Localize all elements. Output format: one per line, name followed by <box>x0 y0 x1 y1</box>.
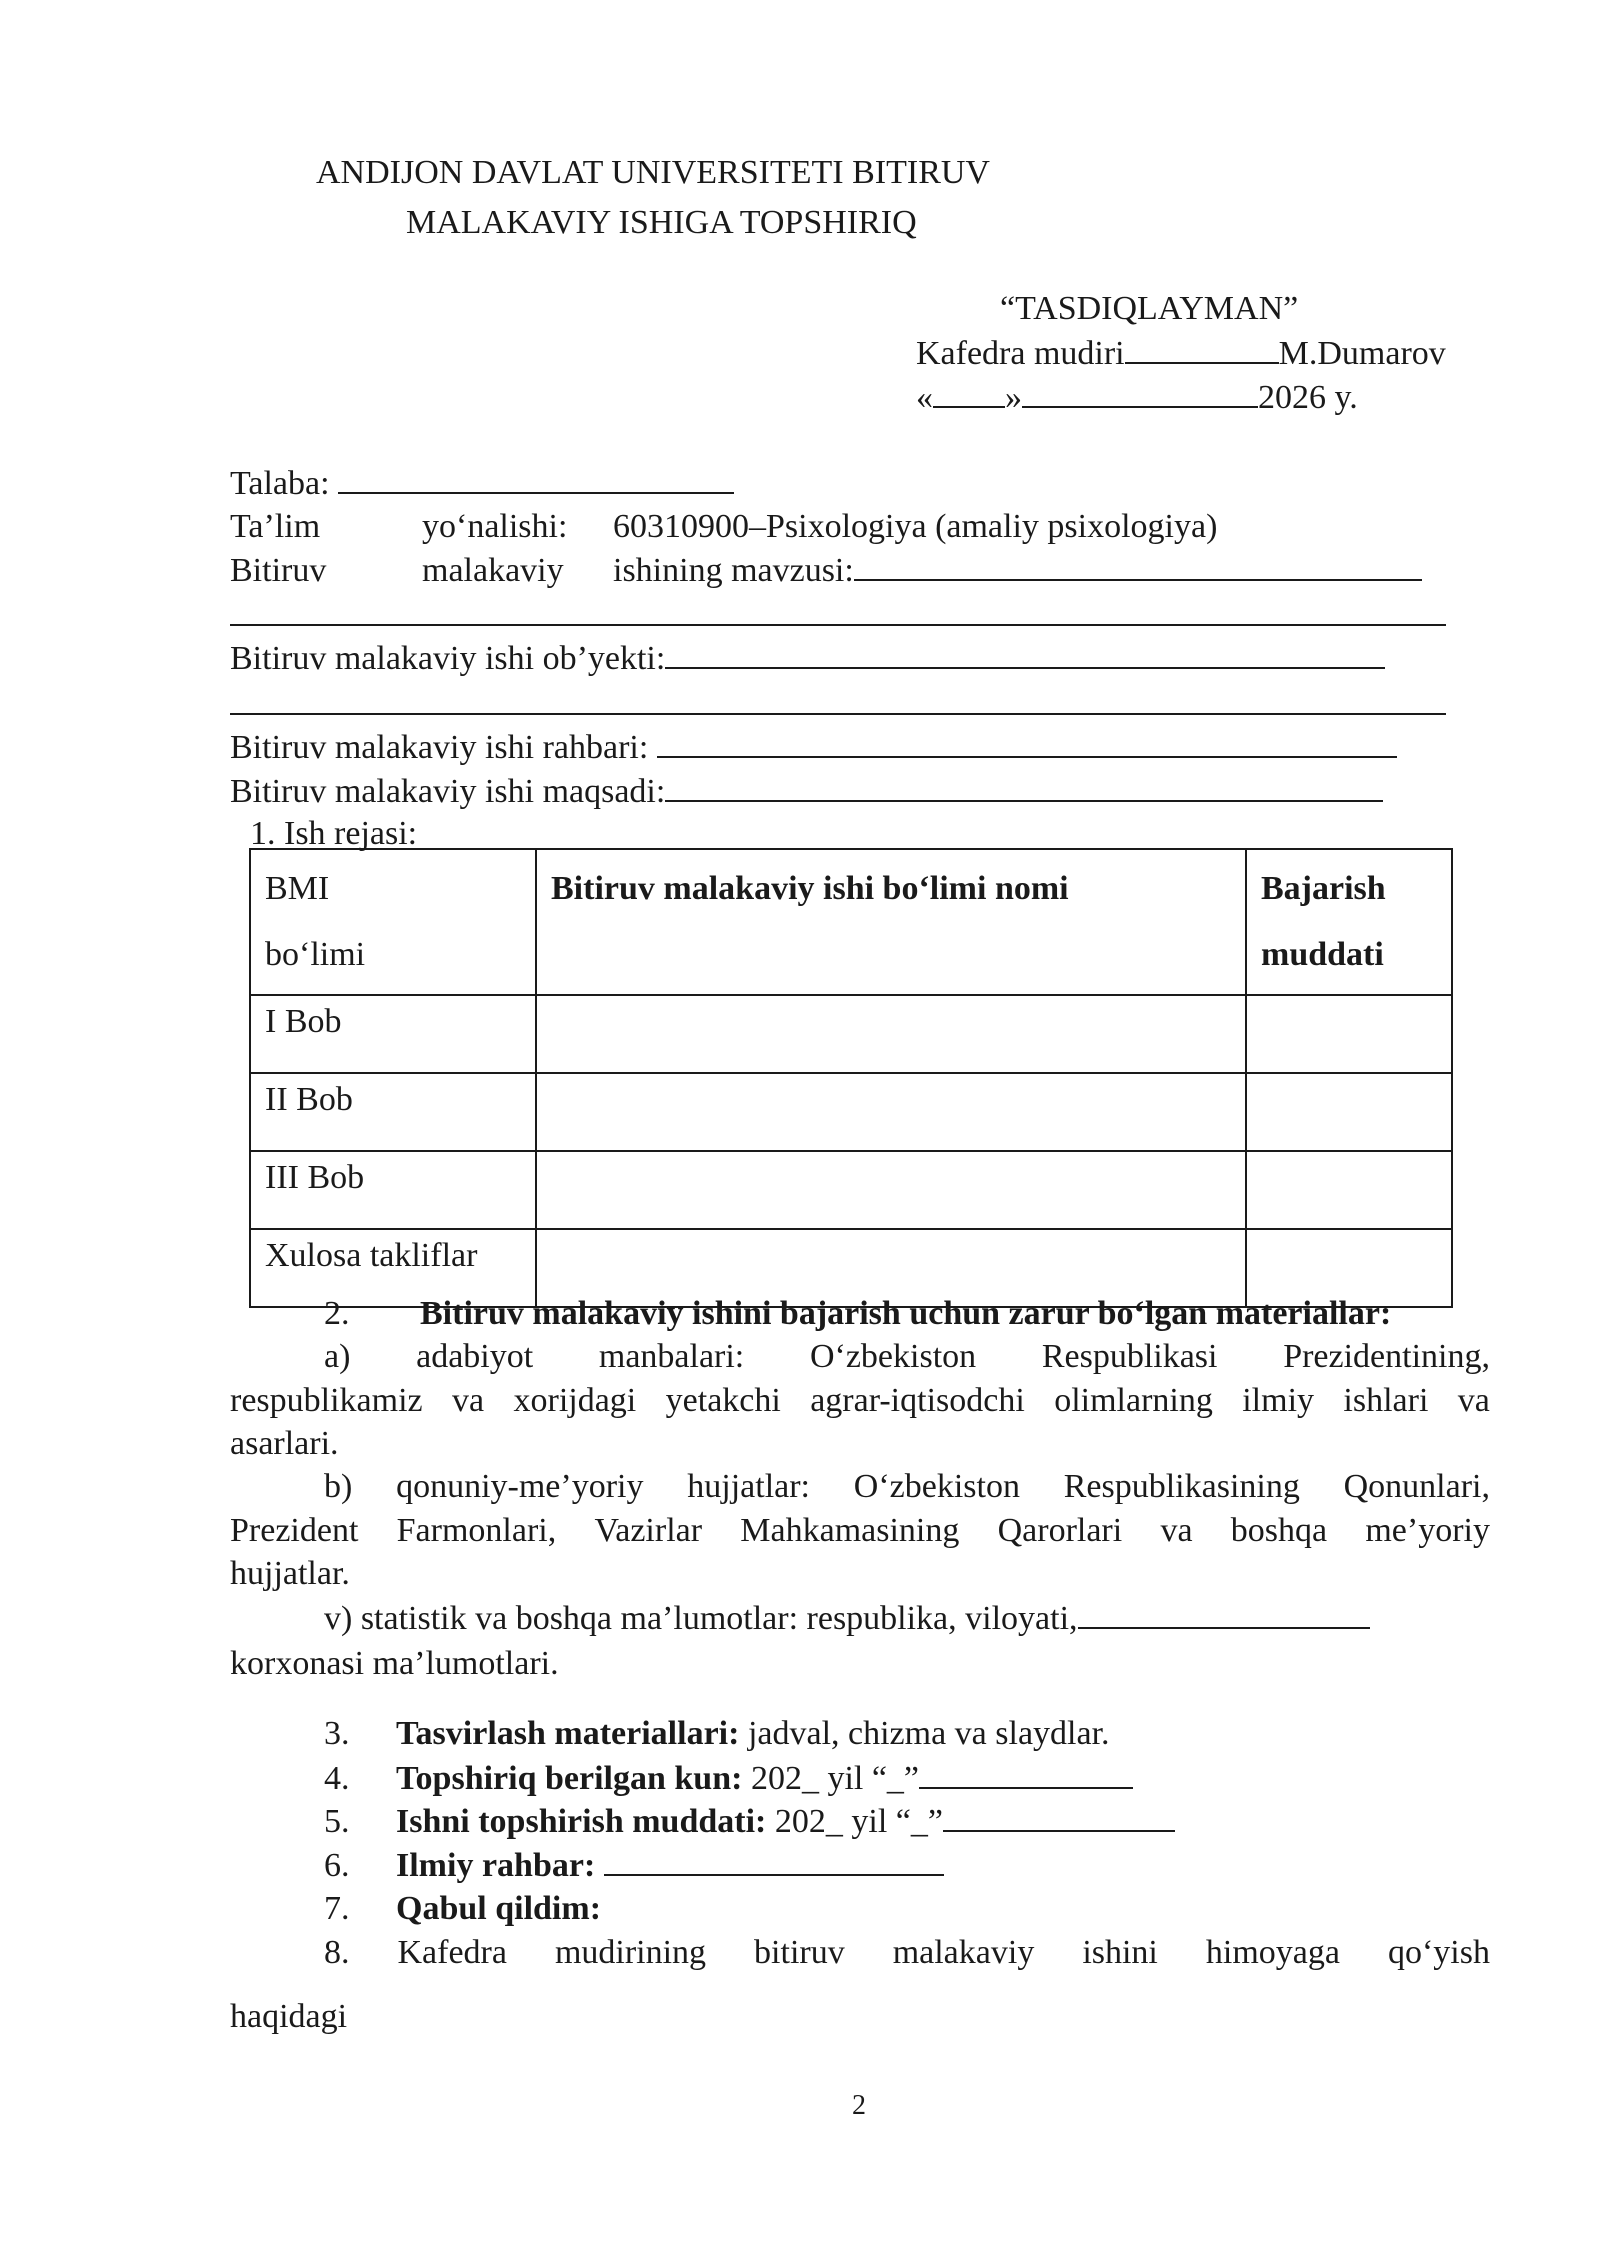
plan-col-header-deadline <box>1246 849 1452 995</box>
object-label: Bitiruv malakaviy ishi ob’yekti: <box>230 640 666 677</box>
item-num: 3. <box>324 1715 350 1752</box>
date-open-quote: « <box>916 379 933 416</box>
word: va <box>452 1382 485 1419</box>
word: yetakchi <box>665 1382 781 1419</box>
word: Farmonlari, <box>396 1512 557 1549</box>
word: Prezidentining, <box>1283 1338 1490 1375</box>
item-num: 5. <box>324 1803 350 1840</box>
materials-a-line3: asarlari. <box>230 1425 339 1462</box>
row-section-cell: Xulosa takliflar <box>250 1229 536 1307</box>
word: qonuniy-me’yoriy <box>396 1468 644 1505</box>
materials-v-line2: korxonasi ma’lumotlari. <box>230 1645 559 1682</box>
plan-col-header-name <box>536 849 1246 995</box>
word: qo‘yish <box>1387 1934 1490 1971</box>
word: ilmiy <box>1242 1382 1315 1419</box>
supervisor-name-blank <box>604 1848 944 1876</box>
approval-title: “TASDIQLAYMAN” <box>1000 290 1299 327</box>
word: Vazirlar <box>594 1512 703 1549</box>
day-blank <box>933 380 1005 408</box>
item-8-line2: haqidagi <box>230 1998 348 2035</box>
word: xorijdagi <box>513 1382 637 1419</box>
item-label: Qabul qildim: <box>396 1890 602 1927</box>
topic-word1: Bitiruv <box>230 552 327 589</box>
head-label: Kafedra mudiri <box>916 335 1125 372</box>
col0-line2: bo‘limi <box>265 936 366 973</box>
topic-word3: ishining mavzusi: <box>613 552 854 589</box>
materials-b-line1 <box>324 1470 1490 1504</box>
plan-table-header-row <box>250 849 1452 995</box>
document-title-line1: ANDIJON DAVLAT UNIVERSITETI BITIRUV <box>316 154 990 191</box>
word: Respublikasining <box>1063 1468 1300 1505</box>
word: a) <box>324 1338 351 1375</box>
item-4 <box>324 1761 1133 1796</box>
student-field <box>230 466 734 501</box>
topic-blank <box>854 553 1422 581</box>
word: hujjatlar: <box>687 1468 811 1505</box>
signature-line <box>1125 336 1279 364</box>
materials-heading <box>324 1297 1391 1331</box>
word: O‘zbekiston <box>809 1338 977 1375</box>
direction-word2: yo‘nalishi: <box>422 508 568 545</box>
materials-b-line3: hujjatlar. <box>230 1555 350 1592</box>
item-num: 6. <box>324 1847 350 1884</box>
word: malakaviy <box>892 1934 1035 1971</box>
goal-field <box>230 774 1383 809</box>
item-text: 202_ yil “_” <box>742 1760 920 1797</box>
item-6 <box>324 1848 944 1883</box>
materials-a-line2 <box>230 1384 1490 1418</box>
row-name-cell[interactable] <box>536 995 1246 1073</box>
row-section-cell: III Bob <box>250 1151 536 1229</box>
object-field <box>230 641 1385 676</box>
word: boshqa <box>1230 1512 1328 1549</box>
date-close-quote: » <box>1005 379 1022 416</box>
item-label: Ilmiy rahbar: <box>396 1847 596 1884</box>
topic-word2: malakaviy <box>422 552 564 589</box>
document-title-line2: MALAKAVIY ISHIGA TOPSHIRIQ <box>406 204 917 241</box>
topic-blank-line2 <box>230 624 1446 626</box>
approval-head-line <box>916 336 1446 371</box>
supervisor-blank <box>657 730 1397 758</box>
word: adabiyot <box>416 1338 534 1375</box>
col1-header-text: Bitiruv malakaviy ishi bo‘limi nomi <box>551 870 1069 907</box>
table-row <box>250 995 1452 1073</box>
object-blank <box>665 641 1385 669</box>
direction-field <box>230 510 1217 544</box>
word: va <box>1457 1382 1490 1419</box>
col2-line1: Bajarish <box>1261 870 1386 907</box>
topic-field <box>230 553 1422 588</box>
word: Qarorlari <box>997 1512 1123 1549</box>
word: olimlarning <box>1054 1382 1213 1419</box>
item-text: jadval, chizma va slaydlar. <box>739 1715 1110 1752</box>
materials-a-line1 <box>324 1340 1490 1374</box>
item-8-line1 <box>324 1936 1490 1970</box>
goal-label: Bitiruv malakaviy ishi maqsadi: <box>230 773 666 810</box>
word: va <box>1160 1512 1193 1549</box>
item-num: 7. <box>324 1890 350 1927</box>
month-blank <box>1022 380 1258 408</box>
direction-word1: Ta’lim <box>230 508 321 545</box>
word: b) <box>324 1468 353 1505</box>
materials-v-line1 <box>324 1601 1370 1636</box>
student-label: Talaba: <box>230 465 330 502</box>
page-number: 2 <box>852 2090 866 2121</box>
row-deadline-cell[interactable] <box>1246 1073 1452 1151</box>
item-label: Topshiriq berilgan kun: <box>396 1760 743 1797</box>
student-blank <box>338 466 734 494</box>
item-7 <box>324 1892 601 1926</box>
item-5 <box>324 1804 1175 1839</box>
word: Prezident <box>230 1512 359 1549</box>
direction-value: 60310900–Psixologiya (amaliy psixologiya) <box>613 508 1218 545</box>
word: O‘zbekiston <box>853 1468 1020 1505</box>
word: agrar-iqtisodchi <box>810 1382 1025 1419</box>
materials-num: 2. <box>324 1295 350 1332</box>
item-3 <box>324 1717 1110 1751</box>
row-name-cell[interactable] <box>536 1073 1246 1151</box>
word: Kafedra <box>397 1934 507 1971</box>
table-row <box>250 1151 1452 1229</box>
word: ishlari <box>1343 1382 1429 1419</box>
word: himoyaga <box>1205 1934 1340 1971</box>
word: respublikamiz <box>230 1382 423 1419</box>
row-deadline-cell[interactable] <box>1246 995 1452 1073</box>
head-name: M.Dumarov <box>1278 335 1446 372</box>
plan-heading: 1. Ish rejasi: <box>250 815 418 852</box>
approval-year: 2026 y. <box>1258 379 1358 416</box>
goal-blank <box>665 774 1383 802</box>
item-label: Tasvirlash materiallari: <box>396 1715 740 1752</box>
item-text: 202_ yil “_” <box>766 1803 943 1840</box>
word: ishini <box>1082 1934 1158 1971</box>
row-deadline-cell[interactable] <box>1246 1151 1452 1229</box>
supervisor-field <box>230 730 1397 765</box>
word: bitiruv <box>754 1934 845 1971</box>
item-label: Ishni topshirish muddati: <box>396 1803 767 1840</box>
item-num: 4. <box>324 1760 350 1797</box>
materials-b-line2 <box>230 1514 1490 1548</box>
word: 8. <box>324 1934 350 1971</box>
row-section-cell: I Bob <box>250 995 536 1073</box>
date-blank <box>943 1804 1175 1832</box>
col0-line1: BMI <box>265 870 330 907</box>
word: Mahkamasining <box>740 1512 960 1549</box>
word: manbalari: <box>598 1338 745 1375</box>
word: mudirining <box>554 1934 707 1971</box>
materials-v-text: v) statistik va boshqa ma’lumotlar: respublika, viloyati, <box>324 1600 1078 1637</box>
row-name-cell[interactable] <box>536 1151 1246 1229</box>
table-row <box>250 1073 1452 1151</box>
plan-col-header-section <box>250 849 536 995</box>
word: Qonunlari, <box>1343 1468 1490 1505</box>
region-blank <box>1078 1601 1370 1629</box>
word: Respublikasi <box>1041 1338 1218 1375</box>
row-section-cell: II Bob <box>250 1073 536 1151</box>
object-blank-line2 <box>230 713 1446 715</box>
supervisor-label: Bitiruv malakaviy ishi rahbari: <box>230 729 649 766</box>
materials-heading-text: Bitiruv malakaviy ishini bajarish uchun zarur bo‘lgan materiallar: <box>420 1295 1392 1332</box>
plan-table <box>249 848 1453 1308</box>
col2-line2: muddati <box>1261 936 1384 973</box>
word: me’yoriy <box>1365 1512 1490 1549</box>
approval-date-line <box>916 380 1358 415</box>
date-blank <box>919 1761 1133 1789</box>
